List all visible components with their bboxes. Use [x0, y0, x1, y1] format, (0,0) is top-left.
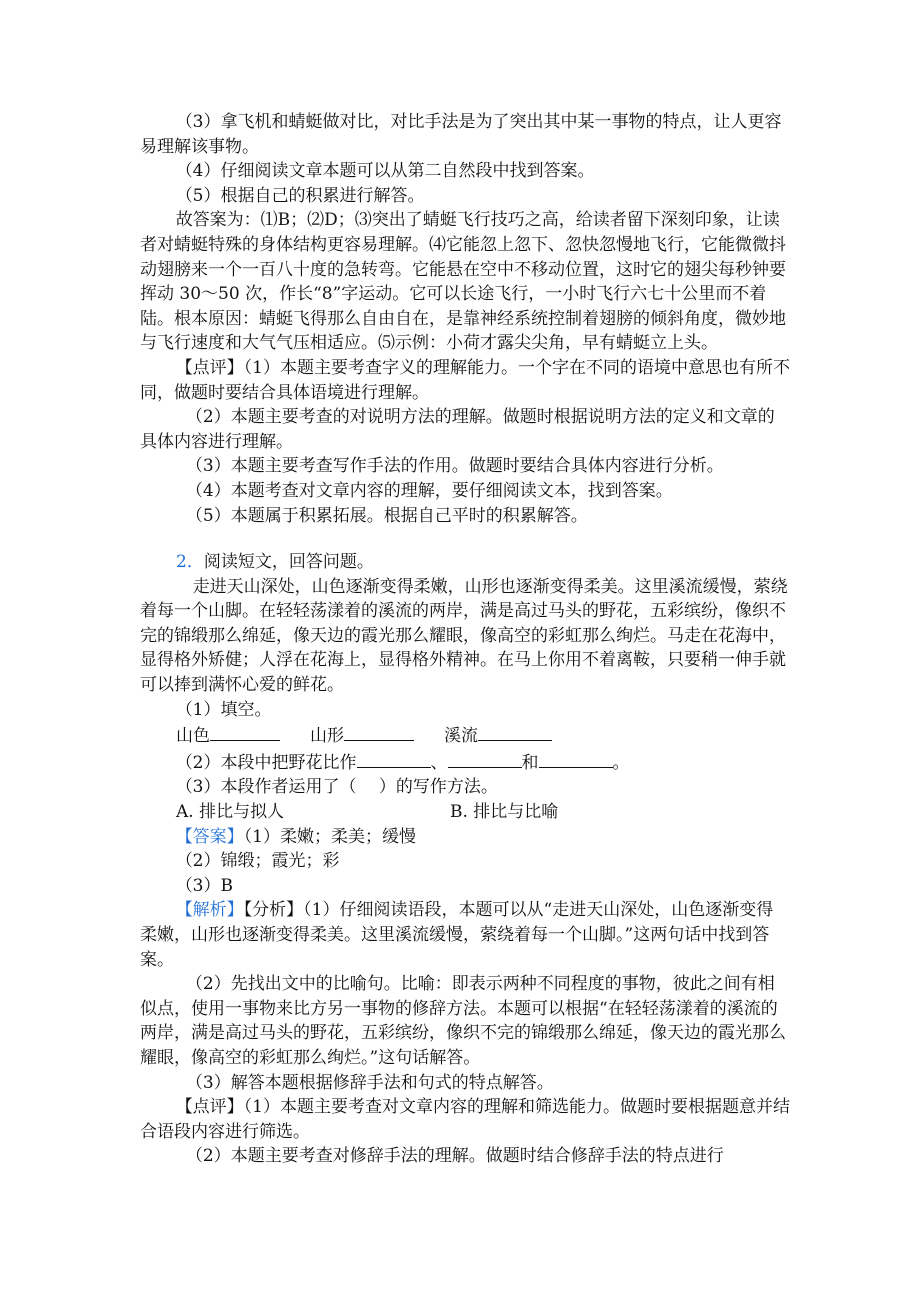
question-title: 阅读短文，回答问题。 [203, 552, 374, 573]
sub-question-3: （3）本段作者运用了（ ）的写作方法。 [175, 777, 498, 798]
s1-paragraph-4: （4）仔细阅读文章本题可以从第二自然段中找到答案。 [175, 161, 595, 182]
question-2-heading [140, 550, 790, 575]
answer-line-3: （3）B [175, 875, 233, 896]
q2-prefix: （2）本段中把野花比作 [175, 752, 357, 773]
fill-label-b: 山形 [310, 726, 344, 747]
option-a: A. 排比与拟人 [176, 802, 285, 823]
analysis-tag: 【解析】 [175, 900, 244, 921]
option-b: B. 排比与比喻 [450, 802, 559, 823]
q2-and: 和 [521, 752, 539, 773]
sub-question-1: （1）填空。 [175, 699, 272, 720]
question-number: 2． [176, 552, 204, 573]
s1-answer: 故答案为：⑴B；⑵D；⑶突出了蜻蜓飞行技巧之高，给读者留下深刻印象，让读者对蜻蜓特殊的身体结构更容易理解。⑷它能忽上忽下、忽快忽慢地飞行，它能微微抖动翅膀来一个一百八十度的急转弯。它能悬在空中不移动位置，这时它的翅尖每秒钟要挥动 30～50 次，作长“8”字运动。它可以长途飞行，一小时飞行六七十公里而不着陆。根本原因：蜻蜓飞得那么自由自在，是靠神经系统控制着翅膀的倾斜角度，微妙地与飞行速度和大气气压相适应。⑸示例：小荷才露尖尖角，早有蜻蜓立上头。 [140, 210, 786, 354]
fill-blanks-row [140, 722, 790, 749]
fill-label-a: 山色 [176, 726, 210, 747]
s1-comment-2: （2）本题主要考查的对说明方法的理解。做题时根据说明方法的定义和文章的具体内容进行理解。 [140, 407, 775, 452]
blank-line-c [478, 722, 552, 741]
analysis-1 [140, 898, 790, 972]
q2-separator: 、 [430, 752, 448, 773]
analysis-2: （2）先找出文中的比喻句。比喻：即表示两种不同程度的事物，彼此之间有相似点，使用一事物来比方另一事物的修辞方法。本题可以根据“在轻轻荡漾着的溪流的两岸，满是高过马头的野花，五彩缤纷，像织不完的锦缎那么绵延，像天边的霞光那么耀眼，像高空的彩虹那么绚烂。”这句话解答。 [140, 974, 786, 1068]
s1-comment-4: （4）本题考查对文章内容的理解，要仔细阅读文本，找到答案。 [185, 480, 673, 501]
answer-1: （1）柔嫩；柔美；缓慢 [243, 826, 417, 847]
blank-line-d [357, 749, 431, 768]
document-body [140, 110, 790, 1169]
sub-question-2 [140, 749, 790, 776]
blank-line-f [539, 749, 613, 768]
s1-comment-1: 【点评】（1）本题主要考查字义的理解能力。一个字在不同的语境中意思也有所不同，做题时要结合具体语境进行理解。 [140, 357, 791, 403]
q2-end: 。 [612, 752, 630, 773]
analysis-3: （3）解答本题根据修辞手法和句式的特点解答。 [185, 1072, 554, 1093]
s2-comment-2: （2）本题主要考查对修辞手法的理解。做题时结合修辞手法的特点进行 [185, 1146, 724, 1167]
s2-comment-1: 【点评】（1）本题主要考查对文章内容的理解和筛选能力。做题时要根据题意并结合语段内容进行筛选。 [140, 1097, 791, 1142]
analysis-1-text: 【分析】（1）仔细阅读语段，本题可以从“走进天山深处，山色逐渐变得柔嫩，山形也逐渐变得柔美。这里溪流缓慢，萦绕着每一个山脚。”这两句话中找到答案。 [140, 900, 774, 970]
blank-line-b [344, 722, 414, 741]
answer-line-1 [140, 825, 790, 850]
s1-comment-5: （5）本题属于积累拓展。根据自己平时的积累解答。 [185, 505, 588, 526]
options-row [140, 800, 790, 825]
answer-line-2: （2）锦缎；霞光；彩 [175, 851, 340, 872]
answer-tag: 【答案】 [175, 826, 244, 847]
s1-paragraph-5: （5）根据自己的积累进行解答。 [175, 185, 425, 206]
s1-comment-3: （3）本题主要考查写作手法的作用。做题时要结合具体内容进行分析。 [185, 456, 724, 477]
blank-line-a [210, 722, 280, 741]
s1-paragraph-3: （3）拿飞机和蜻蜓做对比，对比手法是为了突出其中某一事物的特点，让人更容易理解该事物。 [140, 112, 782, 157]
fill-label-c: 溪流 [444, 726, 478, 747]
spacer [140, 528, 790, 550]
blank-line-e [448, 749, 522, 768]
passage: 走进天山深处，山色逐渐变得柔嫩，山形也逐渐变得柔美。这里溪流缓慢，萦绕着每一个山脚。在轻轻荡漾着的溪流的两岸，满是高过马头的野花，五彩缤纷，像织不完的锦缎那么绵延，像天边的霞光那么耀眼，像高空的彩虹那么绚烂。马走在花海中，显得格外矫健；人浮在花海上，显得格外精神。在马上你用不着离鞍，只要稍一伸手就可以捧到满怀心爱的鲜花。 [140, 576, 788, 696]
